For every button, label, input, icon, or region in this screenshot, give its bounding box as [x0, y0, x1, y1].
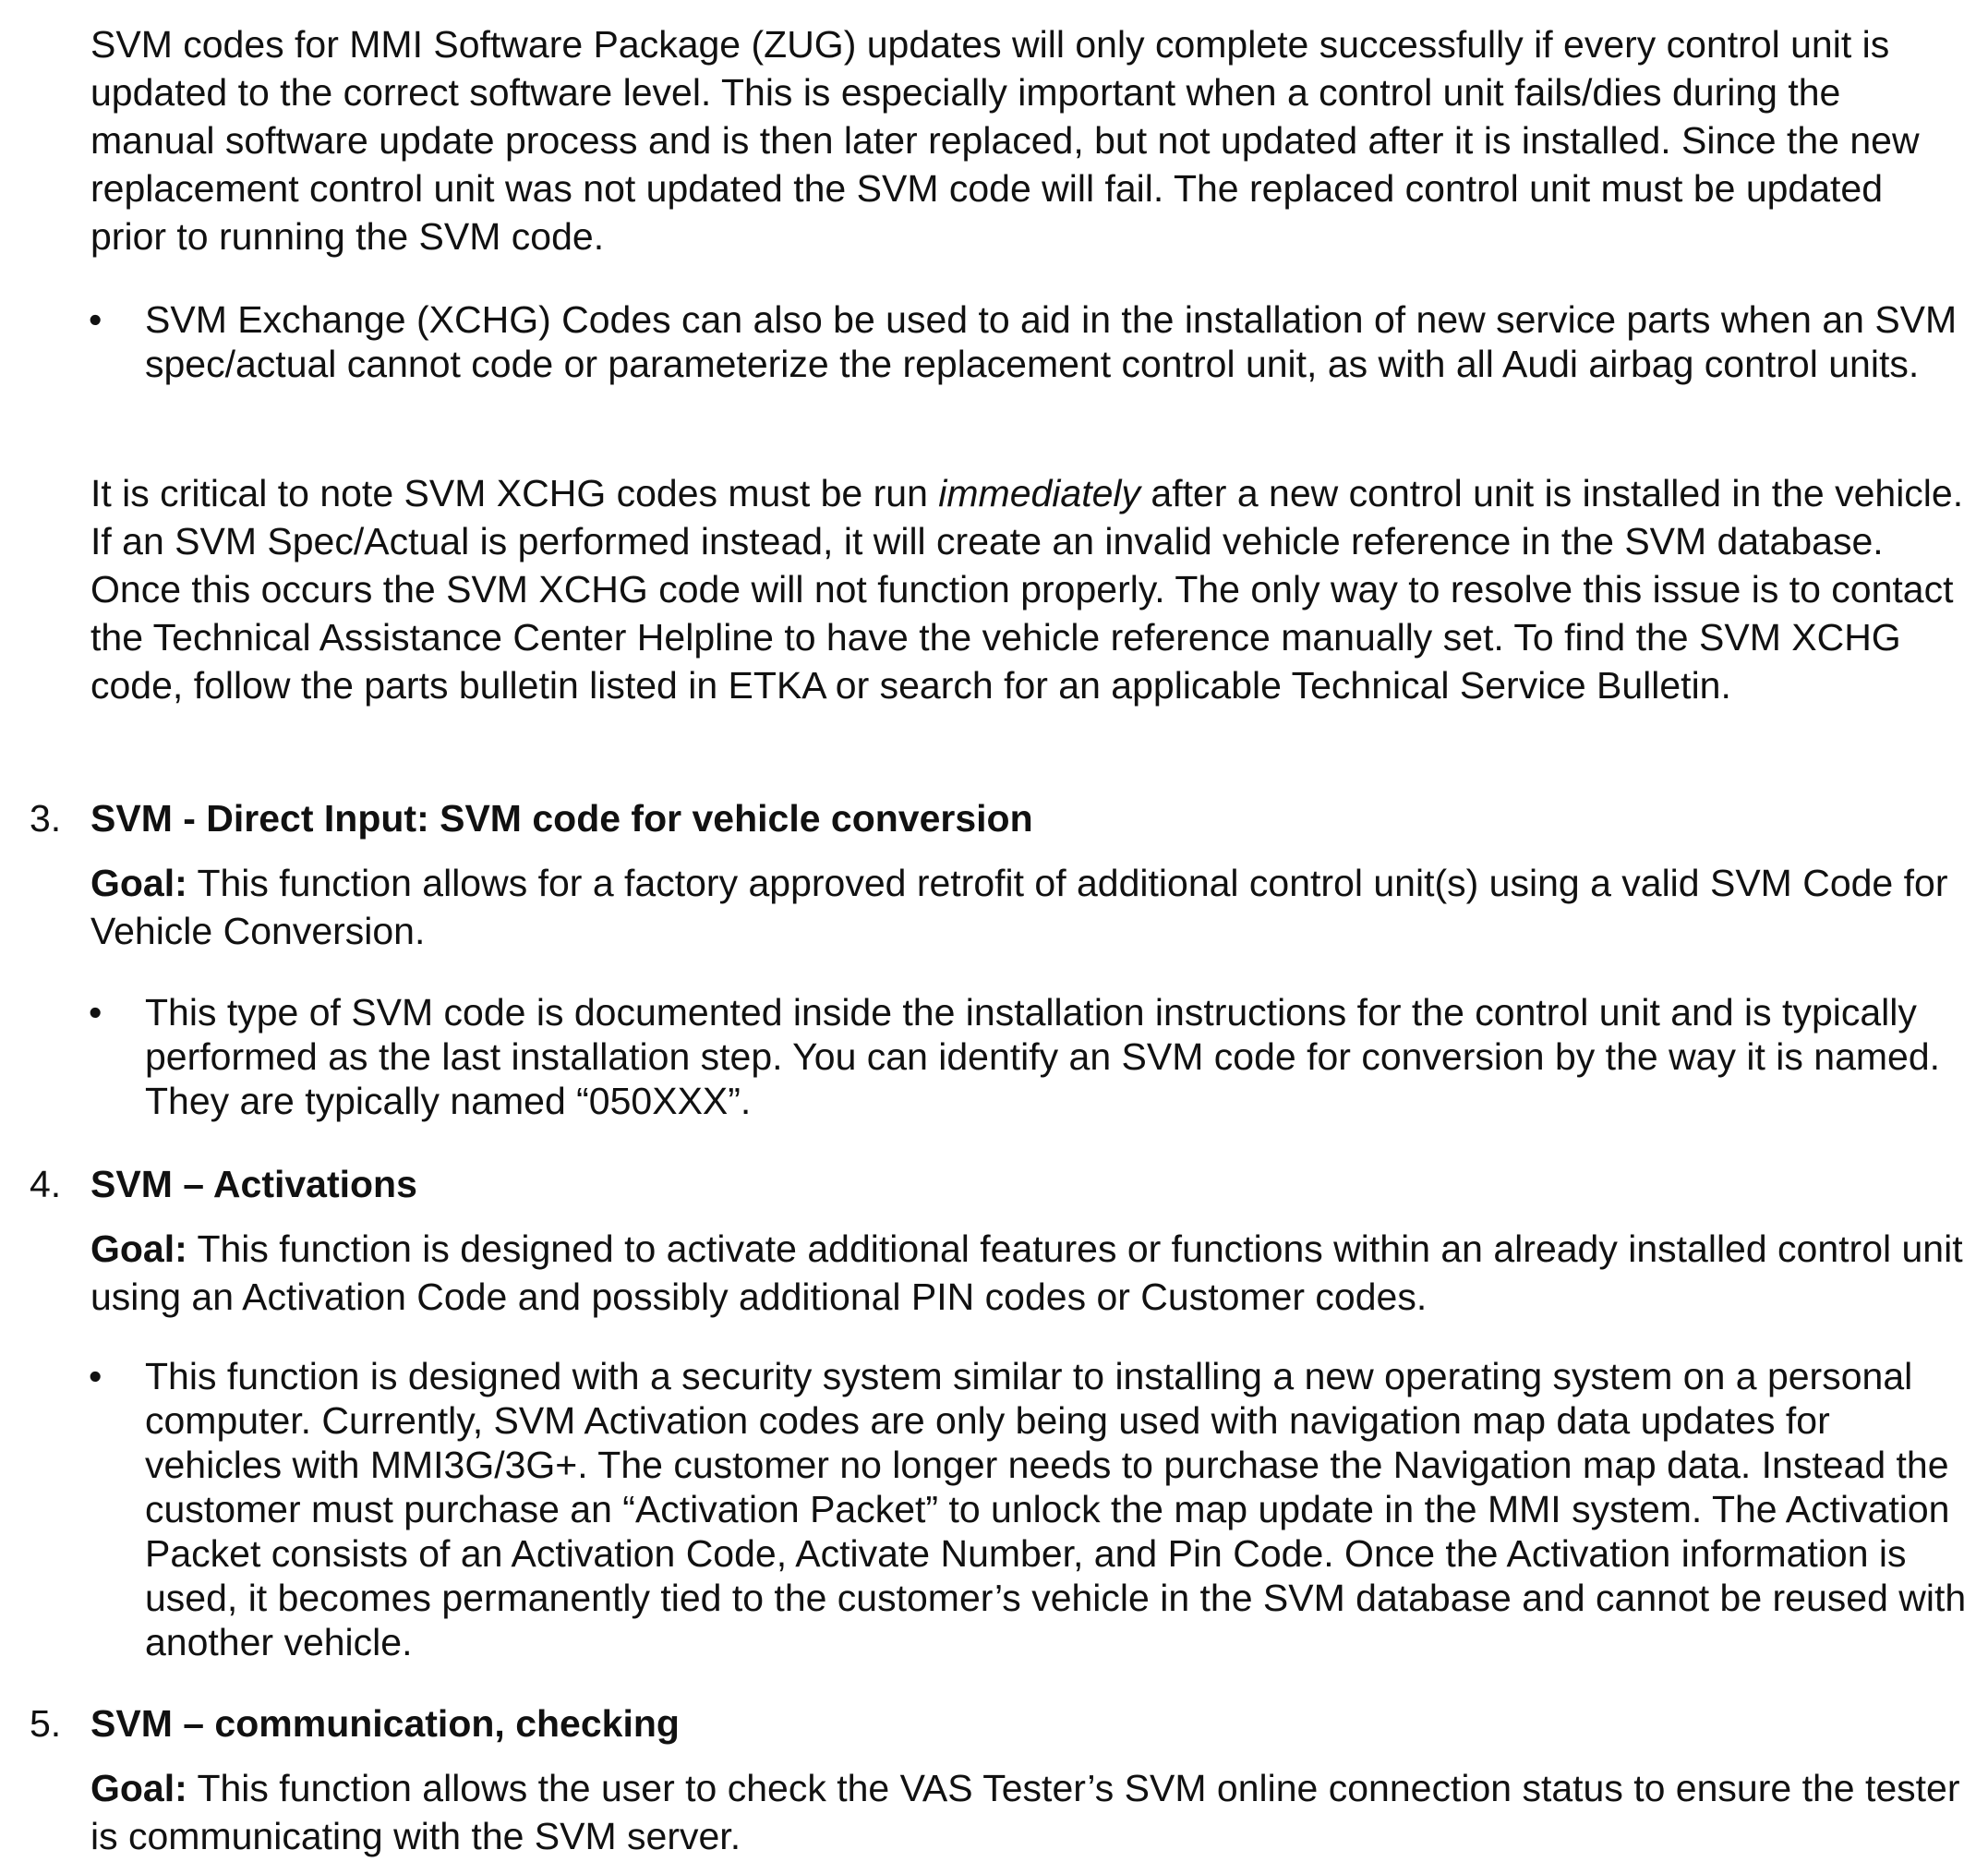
goal-label: Goal:: [90, 1767, 187, 1809]
critical-text-start: It is critical to note SVM XCHG codes must be run: [90, 472, 939, 514]
bullet-text: This type of SVM code is documented inside the installation instructions for the control unit and is typically performed as the last installation step. You can identify an SVM code for conversion by the way it is named. They are typically named “050XXX”.: [145, 991, 1941, 1122]
bullet-icon: •: [89, 991, 102, 1034]
bullet-icon: •: [89, 1355, 102, 1397]
bullet-icon: •: [89, 298, 102, 341]
section-3-goal: [90, 859, 1965, 955]
section-number: 3.: [30, 797, 62, 840]
bullet-text: This function is designed with a security system similar to installing a new operating system on a personal computer. Currently, SVM Activation codes are only being used with navigation map data updates for vehicles with MMI3G/3G+. The customer no longer needs to purchase the Navigation map data. Instead the customer must purchase an “Activation Packet” to unlock the map update in the MMI system. The Activation Packet consists of an Activation Code, Activate Number, and Pin Code. Once the Activation information is used, it becomes permanently tied to the customer’s vehicle in the SVM database and cannot be reused with another vehicle.: [145, 1355, 1967, 1663]
critical-text-end: after a new control unit is installed in the vehicle. If an SVM Spec/Actual is performed instead, it will create an invalid vehicle reference in the SVM database. Once this occurs the SVM XCHG code will not function properly. The only way to resolve this issue is to contact the Technical Assistance Center Helpline to have the vehicle reference manually set. To find the SVM XCHG code, follow the parts bulletin listed in ETKA or search for an applicable Technical Service Bulletin.: [90, 472, 1964, 707]
critical-paragraph: [90, 469, 1965, 709]
section-title: SVM – Activations: [90, 1163, 417, 1205]
goal-text: This function allows the user to check the VAS Tester’s SVM online connection status to ensure the tester is communicating with the SVM server.: [90, 1767, 1960, 1857]
critical-emphasis: immediately: [938, 472, 1141, 514]
section-number: 5.: [30, 1702, 62, 1745]
intro-paragraph: SVM codes for MMI Software Package (ZUG) updates will only complete successfully if every control unit is updated to the correct software level. This is especially important when a control unit fails/dies during the manual software update process and is then later replaced, but not updated after it is installed. Since the new replacement control unit was not updated the SVM code will fail. The replaced control unit must be updated prior to running the SVM code.: [90, 23, 1920, 258]
goal-label: Goal:: [90, 862, 187, 904]
goal-text: This function is designed to activate additional features or functions within an already installed control unit using an Activation Code and possibly additional PIN codes or Customer codes.: [90, 1227, 1963, 1318]
section-title: SVM - Direct Input: SVM code for vehicle conversion: [90, 797, 1033, 840]
goal-text: This function allows for a factory approved retrofit of additional control unit(s) using a valid SVM Code for Vehicle Conversion.: [90, 862, 1948, 952]
section-title: SVM – communication, checking: [90, 1702, 680, 1745]
section-number: 4.: [30, 1163, 62, 1205]
section-4-goal: [90, 1225, 1965, 1321]
goal-label: Goal:: [90, 1227, 187, 1270]
bullet-text: SVM Exchange (XCHG) Codes can also be used to aid in the installation of new service parts when an SVM spec/actual cannot code or parameterize the replacement control unit, as with all Audi airbag control units.: [145, 298, 1958, 385]
section-5-goal: [90, 1764, 1965, 1860]
